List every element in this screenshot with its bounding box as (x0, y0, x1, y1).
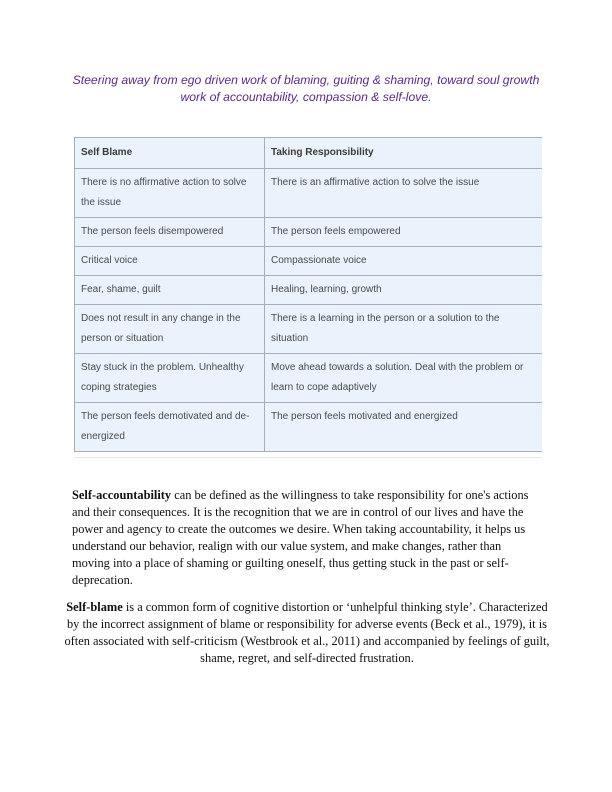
cell-taking-responsibility: The person feels empowered (265, 218, 543, 247)
cell-self-blame: Does not result in any change in the person or situation (75, 305, 265, 354)
comparison-table-container (74, 137, 542, 458)
table-row (75, 305, 543, 354)
self-blame-body: is a common form of cognitive distortion or ‘unhelpful thinking style’. Characterized by the incorrect assignment of blame or responsibility for adverse events (Beck et al., 1979), it is often associated with self-criticism (Westbrook et al., 2011) and accompanied by feelings of guilt, shame, regret, and self-directed frustration. (64, 600, 550, 666)
self-blame-paragraph (64, 599, 550, 667)
cell-self-blame: Fear, shame, guilt (75, 276, 265, 305)
self-accountability-body: can be defined as the willingness to take responsibility for one's actions and their consequences. It is the recognition that we are in control of our lives and have the power and agency to create the outcomes we desire. When taking accountability, it helps us understand our behavior, realign with our value system, and make changes, rather than moving into a place of shaming or guilting oneself, thus getting stuck in the past or self-deprecation. (72, 488, 529, 588)
cell-self-blame: Stay stuck in the problem. Unhealthy coping strategies (75, 354, 265, 403)
table-row (75, 218, 543, 247)
header-taking-responsibility: Taking Responsibility (265, 138, 543, 169)
page-subtitle (60, 72, 552, 106)
subtitle-line-2: work of accountability, compassion & self-love. (180, 90, 432, 104)
cell-taking-responsibility: Compassionate voice (265, 247, 543, 276)
cell-self-blame: There is no affirmative action to solve the issue (75, 169, 265, 218)
cell-self-blame: Critical voice (75, 247, 265, 276)
cell-taking-responsibility: There is an affirmative action to solve the issue (265, 169, 543, 218)
cell-self-blame: The person feels disempowered (75, 218, 265, 247)
table-row (75, 354, 543, 403)
cell-self-blame: The person feels demotivated and de-energized (75, 403, 265, 452)
self-accountability-term: Self-accountability (72, 488, 172, 503)
table-row (75, 169, 543, 218)
table-row (75, 276, 543, 305)
subtitle-line-1: Steering away from ego driven work of blaming, guiting & shaming, toward soul growth (72, 73, 540, 87)
header-self-blame: Self Blame (75, 138, 265, 169)
table-header-row (75, 138, 543, 169)
comparison-table (74, 137, 542, 452)
cell-taking-responsibility: There is a learning in the person or a solution to the situation (265, 305, 543, 354)
cell-taking-responsibility: Healing, learning, growth (265, 276, 543, 305)
table-row (75, 247, 543, 276)
self-accountability-paragraph (72, 487, 542, 589)
self-blame-term: Self-blame (66, 600, 123, 615)
table-row (75, 403, 543, 452)
cell-taking-responsibility: Move ahead towards a solution. Deal with the problem or learn to cope adaptively (265, 354, 543, 403)
cell-taking-responsibility: The person feels motivated and energized (265, 403, 543, 452)
